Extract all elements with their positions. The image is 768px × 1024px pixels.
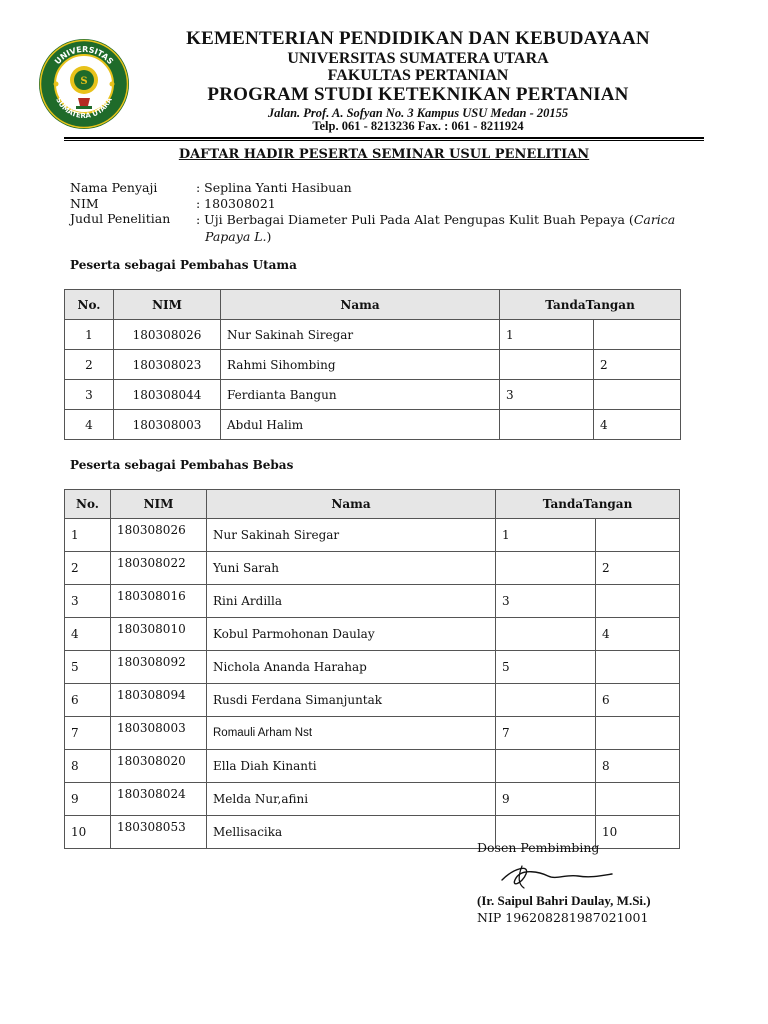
- table-row: [65, 684, 680, 717]
- signature-cell-left[interactable]: 1: [500, 320, 594, 350]
- row-nama: Ella Diah Kinanti: [207, 750, 496, 783]
- research-label: Judul Penelitian: [70, 211, 171, 226]
- signature-cell-right[interactable]: 2: [596, 552, 680, 585]
- col-nama: Nama: [207, 490, 496, 519]
- row-no: 4: [65, 410, 114, 440]
- row-nim: 180308026: [111, 519, 207, 552]
- signature-cell-left[interactable]: [496, 750, 596, 783]
- col-nama: Nama: [221, 290, 500, 320]
- table-row: [65, 585, 680, 618]
- table-header-row: [65, 290, 681, 320]
- table-row: [65, 783, 680, 816]
- row-no: 1: [65, 320, 114, 350]
- ministry-title: KEMENTERIAN PENDIDIKAN DAN KEBUDAYAAN: [186, 28, 650, 49]
- signature-cell-left[interactable]: 1: [496, 519, 596, 552]
- col-nim: NIM: [111, 490, 207, 519]
- signature-cell-left[interactable]: 9: [496, 783, 596, 816]
- table-header-row: [65, 490, 680, 519]
- row-no: 10: [65, 816, 111, 849]
- signature-cell-left[interactable]: [496, 618, 596, 651]
- presenter-label: Nama Penyaji: [70, 180, 158, 195]
- table-row: [65, 320, 681, 350]
- table-row: [65, 410, 681, 440]
- row-nim: 180308022: [111, 552, 207, 585]
- signature-cell-left[interactable]: [500, 350, 594, 380]
- signature-cell-right[interactable]: 4: [594, 410, 681, 440]
- header-divider: [64, 137, 704, 139]
- signature-cell-left[interactable]: 5: [496, 651, 596, 684]
- signature-cell-right[interactable]: [596, 783, 680, 816]
- row-nim: 180308016: [111, 585, 207, 618]
- faculty-name: FAKULTAS PERTANIAN: [327, 67, 509, 84]
- program-name: PROGRAM STUDI KETEKNIKAN PERTANIAN: [207, 84, 629, 105]
- svg-text:UNIVERSITAS: UNIVERSITAS: [53, 44, 116, 67]
- row-nim: 180308024: [111, 783, 207, 816]
- signature-cell-left[interactable]: [496, 684, 596, 717]
- row-no: 1: [65, 519, 111, 552]
- row-nama: Yuni Sarah: [207, 552, 496, 585]
- col-signature: TandaTangan: [500, 290, 681, 320]
- main-discussants-table: [64, 289, 681, 440]
- university-seal-icon: [38, 38, 130, 130]
- table-row: [65, 350, 681, 380]
- handwritten-signature-icon: [496, 858, 616, 892]
- section-free-title: Peserta sebagai Pembahas Bebas: [70, 458, 294, 472]
- document-title: DAFTAR HADIR PESERTA SEMINAR USUL PENELITIAN: [178, 147, 590, 162]
- supervisor-label: Dosen Pembimbing: [477, 840, 600, 855]
- signature-cell-right[interactable]: 4: [596, 618, 680, 651]
- col-signature: TandaTangan: [496, 490, 680, 519]
- svg-text:S: S: [80, 76, 88, 87]
- row-no: 9: [65, 783, 111, 816]
- nim-label: NIM: [70, 196, 99, 211]
- signature-cell-right[interactable]: 10: [596, 816, 680, 849]
- row-nim: 180308053: [111, 816, 207, 849]
- row-no: 3: [65, 380, 114, 410]
- row-nama: Abdul Halim: [221, 410, 500, 440]
- address-line: Jalan. Prof. A. Sofyan No. 3 Kampus USU Medan - 20155: [267, 106, 569, 120]
- row-nim: 180308023: [114, 350, 221, 380]
- row-nama: Mellisacika: [207, 816, 496, 849]
- signature-cell-right[interactable]: [596, 717, 680, 750]
- table-row: [65, 750, 680, 783]
- svg-text:SUMATERA UTARA: SUMATERA UTARA: [54, 96, 114, 121]
- table-row: [65, 651, 680, 684]
- row-no: 3: [65, 585, 111, 618]
- row-nama: Rini Ardilla: [207, 585, 496, 618]
- table-row: [65, 618, 680, 651]
- signature-cell-right[interactable]: [596, 651, 680, 684]
- row-nama: Nur Sakinah Siregar: [221, 320, 500, 350]
- section-main-title: Peserta sebagai Pembahas Utama: [70, 258, 297, 272]
- signature-cell-right[interactable]: [594, 380, 681, 410]
- row-nim: 180308003: [114, 410, 221, 440]
- row-nama: Rusdi Ferdana Simanjuntak: [207, 684, 496, 717]
- research-value: : Uji Berbagai Diameter Puli Pada Alat Pengupas Kulit Buah Pepaya (Carica Papaya L.): [196, 212, 676, 244]
- col-nim: NIM: [114, 290, 221, 320]
- row-nim: 180308094: [111, 684, 207, 717]
- row-nama: Romauli Arham Nst: [207, 717, 496, 750]
- signature-cell-left[interactable]: [500, 410, 594, 440]
- signature-cell-left[interactable]: 7: [496, 717, 596, 750]
- row-nama: Kobul Parmohonan Daulay: [207, 618, 496, 651]
- col-no: No.: [65, 290, 114, 320]
- row-no: 2: [65, 350, 114, 380]
- presenter-value: : Seplina Yanti Hasibuan: [196, 180, 352, 195]
- signature-cell-right[interactable]: [596, 519, 680, 552]
- row-no: 4: [65, 618, 111, 651]
- row-nama: Rahmi Sihombing: [221, 350, 500, 380]
- free-discussants-table: [64, 489, 680, 849]
- signature-cell-right[interactable]: [596, 585, 680, 618]
- table-row: [65, 380, 681, 410]
- phone-line: Telp. 061 - 8213236 Fax. : 061 - 8211924: [312, 119, 524, 133]
- row-no: 5: [65, 651, 111, 684]
- table-row: [65, 519, 680, 552]
- table-row: [65, 717, 680, 750]
- col-no: No.: [65, 490, 111, 519]
- row-no: 2: [65, 552, 111, 585]
- university-name: UNIVERSITAS SUMATERA UTARA: [287, 50, 549, 67]
- row-nim: 180308020: [111, 750, 207, 783]
- row-no: 7: [65, 717, 111, 750]
- row-nim: 180308044: [114, 380, 221, 410]
- signature-cell-right[interactable]: [594, 320, 681, 350]
- row-nim: 180308003: [111, 717, 207, 750]
- signature-cell-right[interactable]: 8: [596, 750, 680, 783]
- signature-cell-left[interactable]: [496, 552, 596, 585]
- supervisor-nip: NIP 196208281987021001: [477, 910, 649, 925]
- row-nama: Ferdianta Bangun: [221, 380, 500, 410]
- row-nama: Nichola Ananda Harahap: [207, 651, 496, 684]
- table-row: [65, 552, 680, 585]
- row-nim: 180308010: [111, 618, 207, 651]
- row-no: 8: [65, 750, 111, 783]
- row-nim: 180308026: [114, 320, 221, 350]
- row-nama: Nur Sakinah Siregar: [207, 519, 496, 552]
- signature-cell-left[interactable]: 3: [496, 585, 596, 618]
- signature-cell-left[interactable]: 3: [500, 380, 594, 410]
- signature-cell-right[interactable]: 2: [594, 350, 681, 380]
- nim-value: : 180308021: [196, 196, 276, 211]
- signature-cell-right[interactable]: 6: [596, 684, 680, 717]
- row-nim: 180308092: [111, 651, 207, 684]
- row-no: 6: [65, 684, 111, 717]
- row-nama: Melda Nur,afini: [207, 783, 496, 816]
- header-divider-thin: [64, 140, 704, 141]
- supervisor-name: (Ir. Saipul Bahri Daulay, M.Si.): [477, 893, 651, 908]
